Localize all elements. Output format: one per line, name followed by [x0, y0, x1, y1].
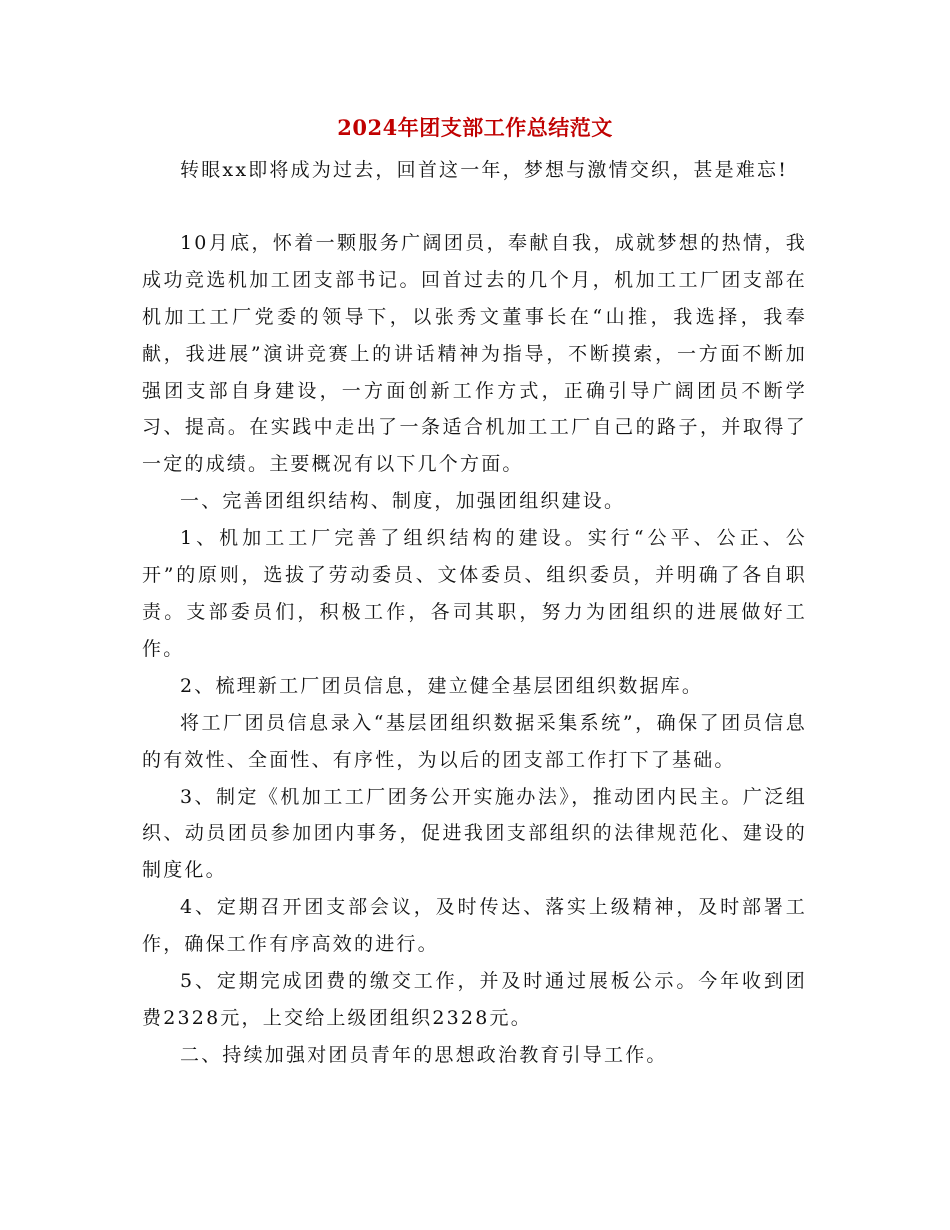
paragraph-item-5: 5、定期完成团费的缴交工作，并及时通过展板公示。今年收到团费2328元，上交给上级团组织2328元。 — [142, 970, 807, 1029]
paragraph-item-4: 4、定期召开团支部会议，及时传达、落实上级精神，及时部署工作，确保工作有序高效的进行。 — [142, 896, 807, 956]
paragraph-item-3: 3、制定《机加工工厂团务公开实施办法》，推动团内民主。广泛组织、动员团员参加团内事务，促进我团支部组织的法律规范化、建设的制度化。 — [142, 785, 807, 882]
paragraph-item-1: 1、机加工工厂完善了组织结构的建设。实行“公平、公正、公开”的原则，选拔了劳动委员、文体委员、组织委员，并明确了各自职责。支部委员们，积极工作，各司其职，努力为团组织的进展做好工作。 — [142, 527, 807, 660]
section-heading-1: 一、完善团组织结构、制度，加强团组织建设。 — [180, 490, 626, 513]
paragraph-item-2-detail: 将工厂团员信息录入“基层团组织数据采集系统”，确保了团员信息的有效性、全面性、有序性，为以后的团支部工作打下了基础。 — [142, 711, 807, 771]
paragraph-overview: 10月底，怀着一颗服务广阔团员，奉献自我，成就梦想的热情，我成功竞选机加工团支部书记。回首过去的几个月，机加工工厂团支部在机加工工厂党委的领导下，以张秀文董事长在“山推，我选择，我奉献，我进展”演讲竞赛上的讲话精神为指导，不断摸索，一方面不断加强团支部自身建设，一方面创新工作方式，正确引导广阔团员不断学习、提高。在实践中走出了一条适合机加工工厂自己的路子，并取得了一定的成绩。主要概况有以下几个方面。 — [142, 231, 807, 476]
document-title: 2024年团支部工作总结范文 — [337, 115, 613, 140]
paragraph-intro: 转眼xx即将成为过去，回首这一年，梦想与激情交织，甚是难忘! — [180, 159, 789, 181]
paragraph-item-2: 2、梳理新工厂团员信息，建立健全基层团组织数据库。 — [180, 674, 704, 697]
section-heading-2: 二、持续加强对团员青年的思想政治教育引导工作。 — [180, 1043, 668, 1066]
document-body — [142, 152, 807, 1074]
